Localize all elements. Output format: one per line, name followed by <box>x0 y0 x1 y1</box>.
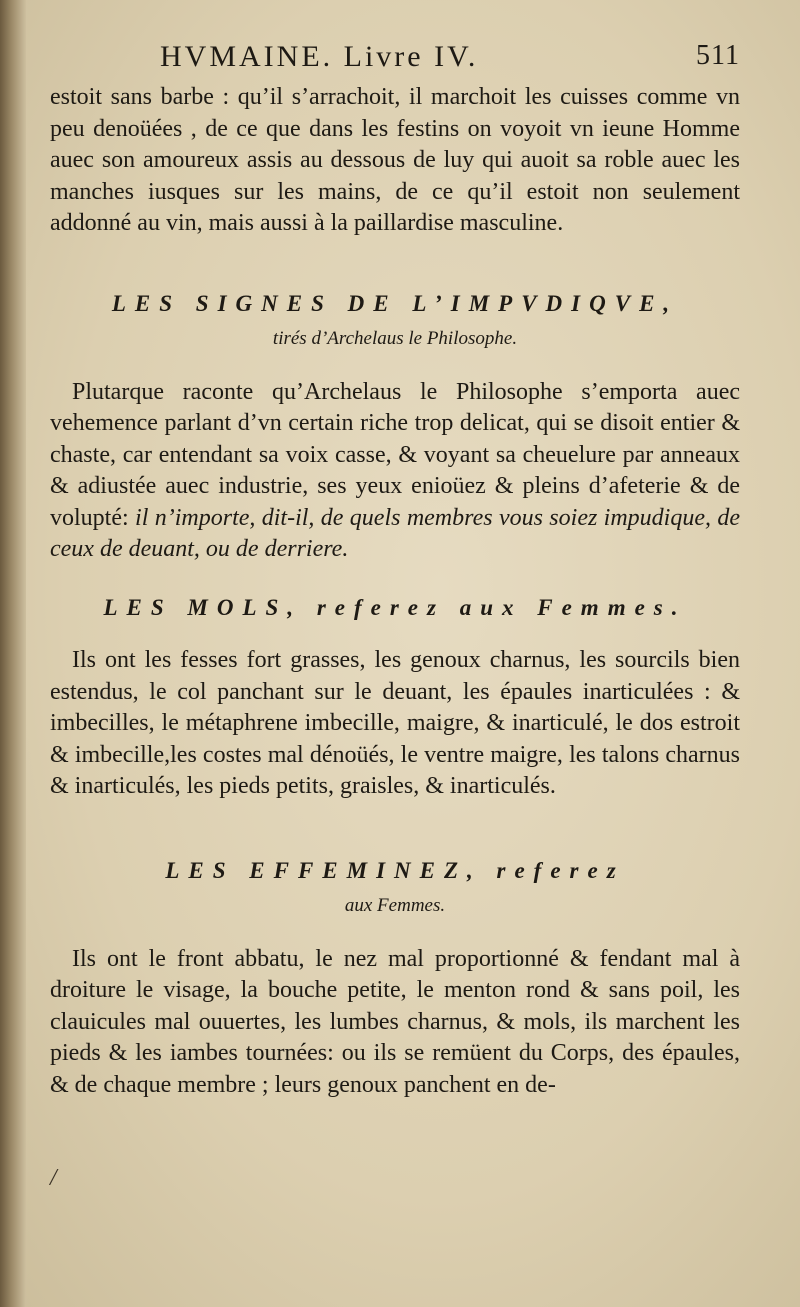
page-end-mark: / <box>50 1165 57 1191</box>
running-head <box>50 40 740 82</box>
running-head-title: HVMAINE. Livre IV. <box>160 40 479 73</box>
section-body: Ils ont les fesses fort grasses, les genoux charnus, les sourcils bien estendus, le col panchant sur le deuant, les épaules inarticulées : & imbecilles, le métaphrene imbecille, maigre, & inarticulé, le dos estroit & imbecille,les costes mal dénoüés, le ventre maigre, les talons charnus & inarticulés, les pieds petits, graisles, & inarticulés. <box>50 647 740 799</box>
section-heading: LES MOLS, referez aux Femmes. <box>103 594 687 620</box>
section-subheading: tirés d’Archelaus le Philosophe. <box>272 328 518 349</box>
section-mols <box>50 592 740 803</box>
section-body <box>50 377 740 566</box>
section-body-text: Plutarque raconte qu’Archelaus le Philosophe s’emporta auec vehemence parlant d’vn certain riche trop delicat, qui se disoit entier & chaste, car entendant sa voix casse, & voyant sa cheuelure par anneaux & adiustée auec industrie, ses yeux enioüez & pleins d’afeterie & de volupté: <box>50 378 740 531</box>
section-heading: LES SIGNES DE L’IMPVDIQVE, <box>111 290 679 316</box>
section-effeminez <box>50 855 740 1102</box>
archelaus-quote: il n’importe, dit-il, de quels membres vous soiez impudique, de ceux de deuant, ou de derriere. <box>50 504 741 562</box>
section-impudique <box>50 288 740 566</box>
page-number: 511 <box>696 40 740 71</box>
section-body: Ils ont le front abbatu, le nez mal proportionné & fendant mal à droiture le visage, la bouche petite, le menton rond & sans poil, les clauicules mal ouuertes, les lumbes charnus, & mols, ils marchent les pieds & les iambes tournées: ou ils se remüent du Corps, des épaules, & de chaque membre ; leurs genoux panchent en de- <box>50 945 740 1098</box>
page-text-block <box>50 40 740 1195</box>
book-gutter <box>0 0 26 1307</box>
opening-paragraph: estoit sans barbe : qu’il s’arrachoit, il marchoit les cuisses comme vn peu denoüées , de ce que dans les festins on voyoit vn ieune Homme auec son amoureux assis au dessous de luy qui auoit sa roble auec les manches iusques sur les mains, de ce qu’il estoit non seulement addonné au vin, mais aussi à la paillardise masculine. <box>50 84 740 236</box>
section-heading: LES EFFEMINEZ, referez <box>165 857 625 883</box>
section-subheading: aux Femmes. <box>344 895 446 916</box>
